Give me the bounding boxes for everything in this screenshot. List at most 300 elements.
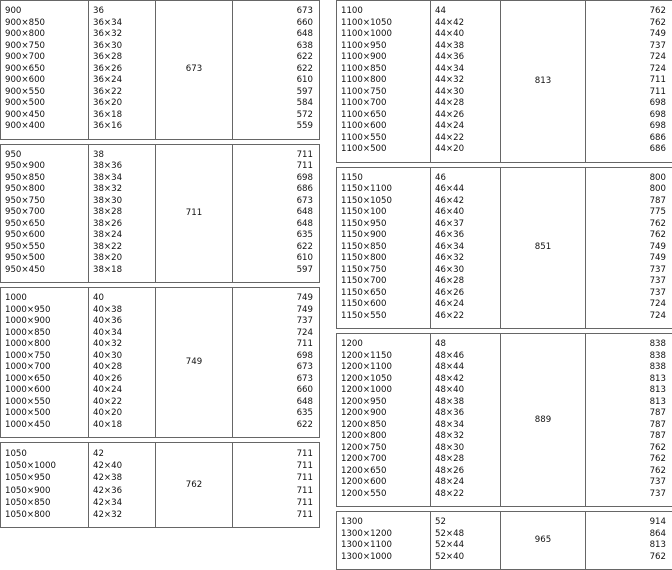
group-value-cell [501, 334, 586, 507]
cell-line: 1050×800 [5, 509, 84, 521]
cell-line: 40×18 [93, 420, 151, 432]
cell-line: 46×37 [435, 219, 496, 231]
size-cell [431, 167, 501, 329]
cell-line: 48×30 [435, 443, 496, 455]
cell-line: 1200×700 [341, 454, 426, 466]
dimension-cell [337, 167, 431, 329]
cell-line: 813 [590, 385, 666, 397]
cell-line: 787 [590, 431, 666, 443]
cell-line: 1200×900 [341, 408, 426, 420]
cell-line: 48×42 [435, 374, 496, 386]
cell-line: 622 [237, 420, 313, 432]
cell-line: 1100×1000 [341, 29, 426, 41]
cell-line: 673 [237, 374, 313, 386]
cell-line: 622 [237, 64, 313, 76]
cell-line: 749 [237, 305, 313, 317]
cell-line: 787 [590, 196, 666, 208]
cell-line: 1000×850 [5, 328, 84, 340]
cell-line: 711 [237, 448, 313, 460]
cell-line: 1300 [341, 517, 426, 529]
left-table-panel [0, 0, 319, 528]
cell-line: 48×44 [435, 362, 496, 374]
cell-line: 44 [435, 6, 496, 18]
cell-line: 711 [237, 497, 313, 509]
group-value-cell [156, 1, 233, 140]
cell-line: 42×36 [93, 485, 151, 497]
cell-line: 638 [237, 41, 313, 53]
cell-line: 40 [93, 293, 151, 305]
cell-line: 737 [237, 316, 313, 328]
cell-line: 1000×500 [5, 408, 84, 420]
cell-line: 48×22 [435, 489, 496, 501]
table-row [337, 167, 672, 329]
cell-line: 46×30 [435, 265, 496, 277]
cell-line: 1150×1100 [341, 184, 426, 196]
cell-line: 900×750 [5, 41, 84, 53]
cell-line: 1050 [5, 448, 84, 460]
cell-line: 1200×1000 [341, 385, 426, 397]
cell-line: 900×500 [5, 98, 84, 110]
cell-line: 900×650 [5, 64, 84, 76]
cell-line: 737 [590, 477, 666, 489]
cell-line: 711 [590, 75, 666, 87]
cell-line: 38×28 [93, 207, 151, 219]
cell-line: 711 [237, 472, 313, 484]
cell-line: 42×32 [93, 509, 151, 521]
cell-line: 1000×750 [5, 351, 84, 363]
cell-line: 950×700 [5, 207, 84, 219]
cell-line: 622 [237, 242, 313, 254]
cell-line: 48×36 [435, 408, 496, 420]
cell-line: 44×28 [435, 98, 496, 110]
cell-line: 44×32 [435, 75, 496, 87]
value-cell [233, 443, 320, 528]
table-row [1, 1, 320, 140]
cell-line: 711 [237, 460, 313, 472]
cell-line: 46×26 [435, 288, 496, 300]
cell-line: 1200×550 [341, 489, 426, 501]
cell-line: 1100×800 [341, 75, 426, 87]
cell-line: 800 [590, 173, 666, 185]
cell-line: 52 [435, 517, 496, 529]
cell-line: 900×600 [5, 75, 84, 87]
cell-line: 36 [93, 6, 151, 18]
group-value-cell [501, 167, 586, 329]
cell-line: 42×34 [93, 497, 151, 509]
cell-line: 1300×1200 [341, 529, 426, 541]
cell-line: 46×22 [435, 311, 496, 323]
group-value: 673 [186, 64, 202, 74]
cell-line: 749 [237, 293, 313, 305]
cell-line: 46×44 [435, 184, 496, 196]
cell-line: 48×40 [435, 385, 496, 397]
cell-line: 40×28 [93, 362, 151, 374]
cell-line: 1150×750 [341, 265, 426, 277]
cell-line: 900×700 [5, 52, 84, 64]
cell-line: 38×34 [93, 173, 151, 185]
cell-line: 610 [237, 253, 313, 265]
cell-line: 38×20 [93, 253, 151, 265]
table-row [337, 512, 672, 570]
cell-line: 648 [237, 397, 313, 409]
cell-line: 1150×100 [341, 207, 426, 219]
cell-line: 648 [237, 219, 313, 231]
cell-line: 950×800 [5, 184, 84, 196]
table-row [1, 144, 320, 283]
cell-line: 40×22 [93, 397, 151, 409]
cell-line: 1100×850 [341, 64, 426, 76]
cell-line: 737 [590, 489, 666, 501]
cell-line: 737 [590, 288, 666, 300]
group-value-cell [156, 443, 233, 528]
cell-line: 1150×650 [341, 288, 426, 300]
cell-line: 46×40 [435, 207, 496, 219]
cell-line: 635 [237, 230, 313, 242]
group-value-cell [501, 1, 586, 163]
cell-line: 698 [237, 351, 313, 363]
table-row [337, 1, 672, 163]
cell-line: 1100×750 [341, 87, 426, 99]
cell-line: 36×16 [93, 121, 151, 133]
cell-line: 1000×800 [5, 339, 84, 351]
group-value: 889 [535, 415, 551, 425]
cell-line: 660 [237, 18, 313, 30]
cell-line: 42 [93, 448, 151, 460]
cell-line: 686 [237, 184, 313, 196]
cell-line: 1000×950 [5, 305, 84, 317]
cell-line: 36×24 [93, 75, 151, 87]
cell-line: 48 [435, 339, 496, 351]
cell-line: 724 [590, 64, 666, 76]
cell-line: 838 [590, 362, 666, 374]
cell-line: 44×42 [435, 18, 496, 30]
cell-line: 44×30 [435, 87, 496, 99]
cell-line: 36×30 [93, 41, 151, 53]
value-cell [233, 1, 320, 140]
cell-line: 775 [590, 207, 666, 219]
cell-line: 36×18 [93, 110, 151, 122]
cell-line: 900×450 [5, 110, 84, 122]
cell-line: 38×18 [93, 265, 151, 277]
size-cell [431, 1, 501, 163]
cell-line: 48×26 [435, 466, 496, 478]
table-row [1, 443, 320, 528]
cell-line: 48×46 [435, 351, 496, 363]
cell-line: 900×850 [5, 18, 84, 30]
group-value: 813 [535, 76, 551, 86]
cell-line: 1300×1100 [341, 540, 426, 552]
cell-line: 40×20 [93, 408, 151, 420]
cell-line: 698 [590, 121, 666, 133]
cell-line: 813 [590, 397, 666, 409]
cell-line: 1100×950 [341, 41, 426, 53]
cell-line: 1000×700 [5, 362, 84, 374]
cell-line: 711 [590, 87, 666, 99]
cell-line: 673 [237, 6, 313, 18]
cell-line: 900×550 [5, 87, 84, 99]
cell-line: 1200×650 [341, 466, 426, 478]
table-row [1, 288, 320, 438]
dimension-cell [337, 334, 431, 507]
group-value: 711 [186, 208, 202, 218]
cell-line: 900 [5, 6, 84, 18]
cell-line: 36×20 [93, 98, 151, 110]
cell-line: 1100×900 [341, 52, 426, 64]
cell-line: 1150×550 [341, 311, 426, 323]
cell-line: 1150×700 [341, 276, 426, 288]
cell-line: 1000×450 [5, 420, 84, 432]
cell-line: 1200×1050 [341, 374, 426, 386]
size-cell [431, 334, 501, 507]
cell-line: 40×34 [93, 328, 151, 340]
cell-line: 950×500 [5, 253, 84, 265]
cell-line: 950×550 [5, 242, 84, 254]
cell-line: 950×750 [5, 196, 84, 208]
cell-line: 40×26 [93, 374, 151, 386]
cell-line: 648 [237, 207, 313, 219]
cell-line: 1100×1050 [341, 18, 426, 30]
cell-line: 660 [237, 385, 313, 397]
cell-line: 762 [590, 6, 666, 18]
value-cell [586, 512, 672, 570]
cell-line: 584 [237, 98, 313, 110]
cell-line: 44×36 [435, 52, 496, 64]
cell-line: 597 [237, 87, 313, 99]
cell-line: 900×400 [5, 121, 84, 133]
cell-line: 52×40 [435, 552, 496, 564]
cell-line: 711 [237, 161, 313, 173]
cell-line: 737 [590, 41, 666, 53]
group-value-cell [156, 288, 233, 438]
cell-line: 1000×600 [5, 385, 84, 397]
cell-line: 44×22 [435, 133, 496, 145]
cell-line: 40×24 [93, 385, 151, 397]
cell-line: 48×32 [435, 431, 496, 443]
cell-line: 1050×850 [5, 497, 84, 509]
cell-line: 1150×950 [341, 219, 426, 231]
size-cell [89, 288, 156, 438]
cell-line: 762 [590, 230, 666, 242]
left-table [0, 0, 320, 528]
cell-line: 686 [590, 144, 666, 156]
cell-line: 610 [237, 75, 313, 87]
cell-line: 40×30 [93, 351, 151, 363]
cell-line: 1200 [341, 339, 426, 351]
cell-line: 38×32 [93, 184, 151, 196]
cell-line: 787 [590, 420, 666, 432]
cell-line: 914 [590, 517, 666, 529]
cell-line: 950×450 [5, 265, 84, 277]
cell-line: 1000 [5, 293, 84, 305]
size-cell [89, 443, 156, 528]
cell-line: 686 [590, 133, 666, 145]
group-value: 965 [535, 535, 551, 545]
cell-line: 724 [590, 52, 666, 64]
cell-line: 711 [237, 150, 313, 162]
group-value-cell [156, 144, 233, 283]
cell-line: 52×44 [435, 540, 496, 552]
size-cell [89, 144, 156, 283]
cell-line: 46×24 [435, 299, 496, 311]
cell-line: 1200×800 [341, 431, 426, 443]
cell-line: 44×38 [435, 41, 496, 53]
cell-line: 749 [590, 29, 666, 41]
cell-line: 1150×1050 [341, 196, 426, 208]
cell-line: 950×600 [5, 230, 84, 242]
group-value: 762 [186, 480, 202, 490]
cell-line: 36×26 [93, 64, 151, 76]
cell-line: 38×26 [93, 219, 151, 231]
cell-line: 44×34 [435, 64, 496, 76]
cell-line: 900×800 [5, 29, 84, 41]
cell-line: 1100×700 [341, 98, 426, 110]
cell-line: 44×20 [435, 144, 496, 156]
cell-line: 38×36 [93, 161, 151, 173]
cell-line: 1200×750 [341, 443, 426, 455]
cell-line: 1050×950 [5, 472, 84, 484]
cell-line: 635 [237, 408, 313, 420]
cell-line: 1200×950 [341, 397, 426, 409]
cell-line: 762 [590, 443, 666, 455]
cell-line: 38 [93, 150, 151, 162]
cell-line: 36×34 [93, 18, 151, 30]
cell-line: 46×28 [435, 276, 496, 288]
cell-line: 44×24 [435, 121, 496, 133]
cell-line: 1100×550 [341, 133, 426, 145]
cell-line: 698 [590, 110, 666, 122]
cell-line: 1000×550 [5, 397, 84, 409]
cell-line: 737 [590, 276, 666, 288]
cell-line: 42×38 [93, 472, 151, 484]
cell-line: 46×36 [435, 230, 496, 242]
cell-line: 950 [5, 150, 84, 162]
cell-line: 813 [590, 540, 666, 552]
cell-line: 1150×600 [341, 299, 426, 311]
cell-line: 762 [590, 219, 666, 231]
cell-line: 1200×850 [341, 420, 426, 432]
cell-line: 36×28 [93, 52, 151, 64]
dimension-cell [337, 512, 431, 570]
cell-line: 46×42 [435, 196, 496, 208]
cell-line: 864 [590, 529, 666, 541]
cell-line: 950×650 [5, 219, 84, 231]
cell-line: 572 [237, 110, 313, 122]
cell-line: 38×22 [93, 242, 151, 254]
cell-line: 698 [590, 98, 666, 110]
cell-line: 1150×850 [341, 242, 426, 254]
cell-line: 813 [590, 374, 666, 386]
value-cell [586, 1, 672, 163]
cell-line: 36×22 [93, 87, 151, 99]
cell-line: 838 [590, 339, 666, 351]
cell-line: 673 [237, 362, 313, 374]
cell-line: 724 [590, 311, 666, 323]
cell-line: 787 [590, 408, 666, 420]
cell-line: 40×38 [93, 305, 151, 317]
cell-line: 622 [237, 52, 313, 64]
cell-line: 724 [590, 299, 666, 311]
cell-line: 724 [237, 328, 313, 340]
group-value-cell [501, 512, 586, 570]
cell-line: 1100×500 [341, 144, 426, 156]
cell-line: 40×36 [93, 316, 151, 328]
cell-line: 44×40 [435, 29, 496, 41]
table-row [337, 334, 672, 507]
cell-line: 1050×1000 [5, 460, 84, 472]
cell-line: 648 [237, 29, 313, 41]
cell-line: 950×900 [5, 161, 84, 173]
cell-line: 762 [590, 552, 666, 564]
cell-line: 1200×600 [341, 477, 426, 489]
cell-line: 711 [237, 509, 313, 521]
cell-line: 673 [237, 196, 313, 208]
cell-line: 52×48 [435, 529, 496, 541]
cell-line: 36×32 [93, 29, 151, 41]
cell-line: 48×34 [435, 420, 496, 432]
cell-line: 737 [590, 265, 666, 277]
cell-line: 46×32 [435, 253, 496, 265]
value-cell [233, 288, 320, 438]
dimension-cell [1, 1, 89, 140]
size-cell [89, 1, 156, 140]
cell-line: 762 [590, 18, 666, 30]
cell-line: 749 [590, 242, 666, 254]
size-cell [431, 512, 501, 570]
cell-line: 38×30 [93, 196, 151, 208]
cell-line: 1100×600 [341, 121, 426, 133]
cell-line: 749 [590, 253, 666, 265]
cell-line: 48×24 [435, 477, 496, 489]
cell-line: 800 [590, 184, 666, 196]
cell-line: 1000×900 [5, 316, 84, 328]
cell-line: 1150×900 [341, 230, 426, 242]
cell-line: 1000×650 [5, 374, 84, 386]
cell-line: 46 [435, 173, 496, 185]
cell-line: 44×26 [435, 110, 496, 122]
cell-line: 40×32 [93, 339, 151, 351]
right-table-panel [336, 0, 672, 570]
cell-line: 1150×800 [341, 253, 426, 265]
value-cell [586, 334, 672, 507]
cell-line: 711 [237, 485, 313, 497]
dimension-cell [337, 1, 431, 163]
dimension-cell [1, 443, 89, 528]
cell-line: 1200×1150 [341, 351, 426, 363]
dimension-cell [1, 144, 89, 283]
cell-line: 1200×1100 [341, 362, 426, 374]
group-value: 749 [186, 357, 202, 367]
cell-line: 38×24 [93, 230, 151, 242]
cell-line: 42×40 [93, 460, 151, 472]
dimension-cell [1, 288, 89, 438]
cell-line: 762 [590, 466, 666, 478]
cell-line: 1050×900 [5, 485, 84, 497]
cell-line: 950×850 [5, 173, 84, 185]
cell-line: 1100 [341, 6, 426, 18]
cell-line: 762 [590, 454, 666, 466]
group-value: 851 [535, 242, 551, 252]
cell-line: 698 [237, 173, 313, 185]
cell-line: 1300×1000 [341, 552, 426, 564]
right-table [336, 0, 672, 570]
cell-line: 711 [237, 339, 313, 351]
cell-line: 48×28 [435, 454, 496, 466]
cell-line: 46×34 [435, 242, 496, 254]
cell-line: 1150 [341, 173, 426, 185]
cell-line: 838 [590, 351, 666, 363]
cell-line: 597 [237, 265, 313, 277]
cell-line: 48×38 [435, 397, 496, 409]
